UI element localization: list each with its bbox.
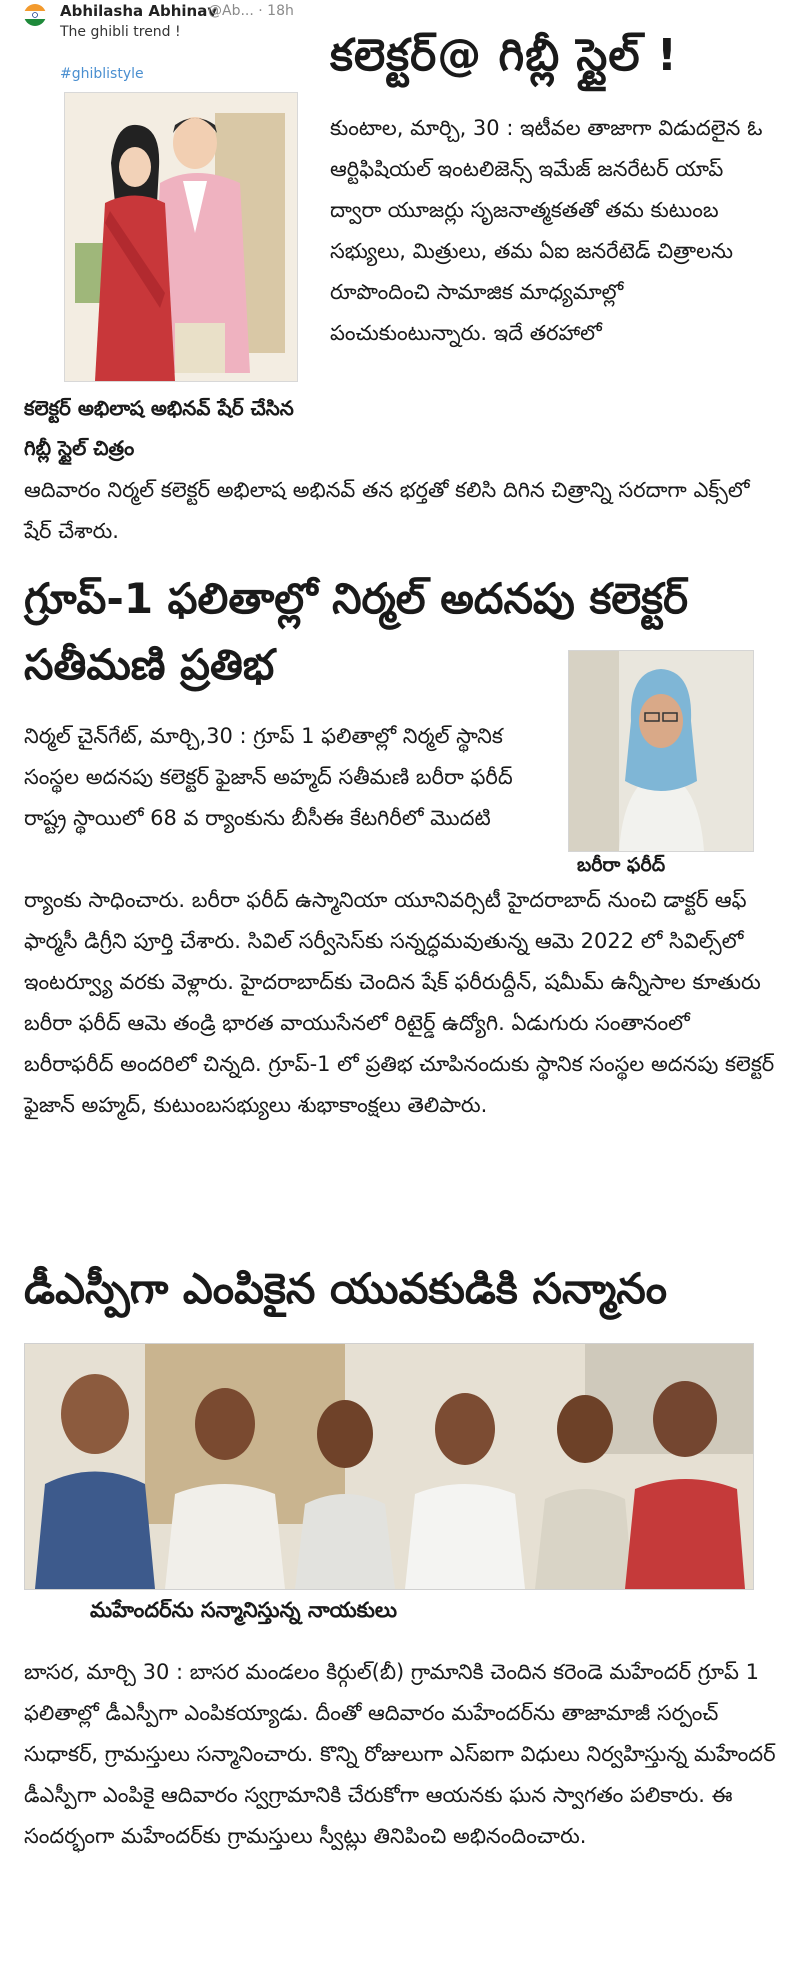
article2-headline: గ్రూప్-1 ఫలితాల్లో నిర్మల్ అదనపు కలెక్టర్ సతీమణి ప్రతిభ xyxy=(24,574,688,689)
tweet-author[interactable]: Abhilasha Abhinav xyxy=(60,2,218,20)
felicitation-group-photo xyxy=(24,1343,754,1590)
article2-photo-caption: బరీరా ఫరీద్ xyxy=(577,854,666,876)
article1-photo-caption: కలెక్టర్ అభిలాష అభినవ్ షేర్ చేసిన గిబ్లీ స్టైల్ చిత్రం xyxy=(24,396,294,460)
article3-headline: డీఎస్పీగా ఎంపికైన యువకుడికి సన్మానం xyxy=(24,1264,668,1313)
article2-body-top: నిర్మల్ చైన్‌గేట్, మార్చి,30 : గ్రూప్ 1 ఫలితాల్లో నిర్మల్ స్థానిక సంస్థల అదనపు కలెక్టర్ ఫైజాన్ అహ్మద్ సతీమణి బరీరా ఫరీద్ రాష్ట్ర స్థాయిలో 68 వ ర్యాంకును బీసీఈ కేటగిరీలో మొదటి xyxy=(24,724,513,830)
article1-headline: కలెక్టర్@ గిబ్లీ స్టైల్ ! xyxy=(330,30,678,81)
embedded-tweet[interactable] xyxy=(20,0,300,386)
bareera-fareed-photo xyxy=(568,650,754,852)
article2-body-bottom: ర్యాంకు సాధించారు. బరీరా ఫరీద్ ఉస్మానియా యూనివర్సిటీ హైదరాబాద్ నుంచి డాక్టర్ ఆఫ్ ఫార్మసీ డిగ్రీని పూర్తి చేశారు. సివిల్ సర్వీసెస్‌కు సన్నద్ధమవుతున్న ఆమె 2022 లో సివిల్స్‌లో ఇంటర్వ్యూ వరకు వెళ్లారు. హైదరాబాద్‌కు చెందిన షేక్ ఫరీరుద్దీన్, షమీమ్ ఉన్నీసాల కూతురు బరీరా ఫరీద్ ఆమె తండ్రి భారత వాయుసేనలో రిటైర్డ్ ఉద్యోగి. ఏడుగురు సంతానంలో బరీరాఫరీద్ అందరిలో చిన్నది. గ్రూప్-1 లో ప్రతిభ చూపినందుకు స్థానిక సంస్థల అదనపు కలెక్టర్ ఫైజాన్ అహ్మద్, కుటుంబసభ్యులు శుభాకాంక్షలు తెలిపారు. xyxy=(24,888,775,1117)
group-photo-illustration xyxy=(25,1344,753,1589)
ghibli-style-image[interactable] xyxy=(64,92,298,382)
avatar xyxy=(24,4,46,26)
portrait-illustration xyxy=(569,651,753,851)
tweet-handle-time: @Ab... · 18h xyxy=(208,3,294,19)
ghibli-couple-illustration xyxy=(65,93,297,381)
article3-body: బాసర, మార్చి 30 : బాసర మండలం కిర్గుల్(బీ) గ్రామానికి చెందిన కరెండె మహేందర్ గ్రూప్ 1 ఫలితాల్లో డీఎస్పీగా ఎంపికయ్యాడు. దీంతో ఆదివారం మహేందర్‌ను తాజామాజీ సర్పంచ్ సుధాకర్, గ్రామస్తులు సన్మానించారు. కొన్ని రోజులుగా ఎస్ఐగా విధులు నిర్వహిస్తున్న మహేందర్ డీఎస్పీగా ఎంపికై ఆదివారం స్వగ్రామానికి చేరుకోగా ఆయనకు ఘన స్వాగతం పలికారు. ఈ సందర్భంగా మహేందర్‌కు గ్రామస్తులు స్వీట్లు తినిపించి అభినందించారు. xyxy=(24,1660,776,1848)
flag-avatar-icon xyxy=(24,4,46,26)
article3-photo-caption: మహేందర్‌ను సన్మానిస్తున్న నాయకులు xyxy=(90,1598,398,1622)
article1-body-bottom: ఆదివారం నిర్మల్ కలెక్టర్ అభిలాష అభినవ్ తన భర్తతో కలిసి దిగిన చిత్రాన్ని సరదాగా ఎక్స్‌లో షేర్ చేశారు. xyxy=(24,478,750,543)
tweet-hashtag[interactable]: #ghiblistyle xyxy=(60,66,144,82)
article1-body-top: కుంటాల, మార్చి, 30 : ఇటీవల తాజాగా విడుదలైన ఓ ఆర్టిఫిషియల్ ఇంటలిజెన్స్ ఇమేజ్ జనరేటర్ యాప్ ద్వారా యూజర్లు సృజనాత్మకతతో తమ కుటుంబ సభ్యులు, మిత్రులు, తమ ఏఐ జనరేటెడ్ చిత్రాలను రూపొందించి సామాజిక మాధ్యమాల్లో పంచుకుంటున్నారు. ఇదే తరహాలో xyxy=(330,116,763,345)
tweet-text: The ghibli trend ! xyxy=(60,24,181,40)
